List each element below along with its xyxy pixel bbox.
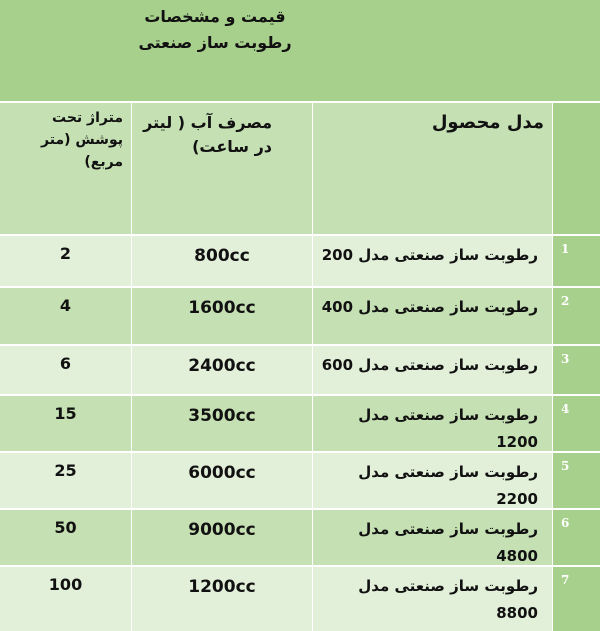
row-number: 4 xyxy=(561,402,570,416)
water-value: 2400cc xyxy=(188,356,256,376)
row-number: 6 xyxy=(561,516,570,530)
table-row xyxy=(0,567,600,631)
model-value: رطوبت ساز صنعتی مدل 2200 xyxy=(358,463,538,508)
model-value: رطوبت ساز صنعتی مدل 600 xyxy=(321,356,538,374)
table-row xyxy=(0,396,600,453)
header-area-cell xyxy=(0,103,132,236)
row-number: 1 xyxy=(561,242,570,256)
area-value: 15 xyxy=(54,404,77,423)
model-value: رطوبت ساز صنعتی مدل 1200 xyxy=(358,406,538,451)
header-model: مدل محصول xyxy=(431,112,544,133)
water-value: 3500cc xyxy=(188,406,256,426)
header-num-cell xyxy=(553,103,600,236)
title-cell xyxy=(0,0,600,103)
area-value: 2 xyxy=(59,244,72,263)
header-water-cell xyxy=(132,103,313,236)
table-row xyxy=(0,510,600,567)
title-row xyxy=(0,0,600,103)
header-water: مصرف آب ( لیتر در ساعت) xyxy=(143,113,272,156)
area-value: 4 xyxy=(59,296,72,315)
table-row xyxy=(0,236,600,288)
table-row xyxy=(0,288,600,346)
table-row xyxy=(0,453,600,510)
table-row xyxy=(0,346,600,396)
row-number: 2 xyxy=(561,294,570,308)
table-title: قیمت و مشخصات رطوبت ساز صنعتی xyxy=(138,7,292,52)
water-value: 6000cc xyxy=(188,463,256,483)
water-value: 1200cc xyxy=(188,577,256,597)
model-value: رطوبت ساز صنعتی مدل 200 xyxy=(321,246,538,264)
water-value: 800cc xyxy=(194,246,250,266)
area-value: 50 xyxy=(54,518,77,537)
row-number: 3 xyxy=(561,352,570,366)
water-value: 9000cc xyxy=(188,520,256,540)
model-value: رطوبت ساز صنعتی مدل 4800 xyxy=(358,520,538,565)
area-value: 6 xyxy=(59,354,72,373)
header-area: متراژ تحت پوشش (متر مربع) xyxy=(41,110,123,170)
model-value: رطوبت ساز صنعتی مدل 400 xyxy=(321,298,538,316)
row-number: 7 xyxy=(561,573,570,587)
model-value: رطوبت ساز صنعتی مدل 8800 xyxy=(358,577,538,622)
area-value: 25 xyxy=(54,461,77,480)
row-number: 5 xyxy=(561,459,570,473)
header-model-cell xyxy=(313,103,553,236)
water-value: 1600cc xyxy=(188,298,256,318)
header-row xyxy=(0,103,600,236)
area-value: 100 xyxy=(48,575,83,594)
